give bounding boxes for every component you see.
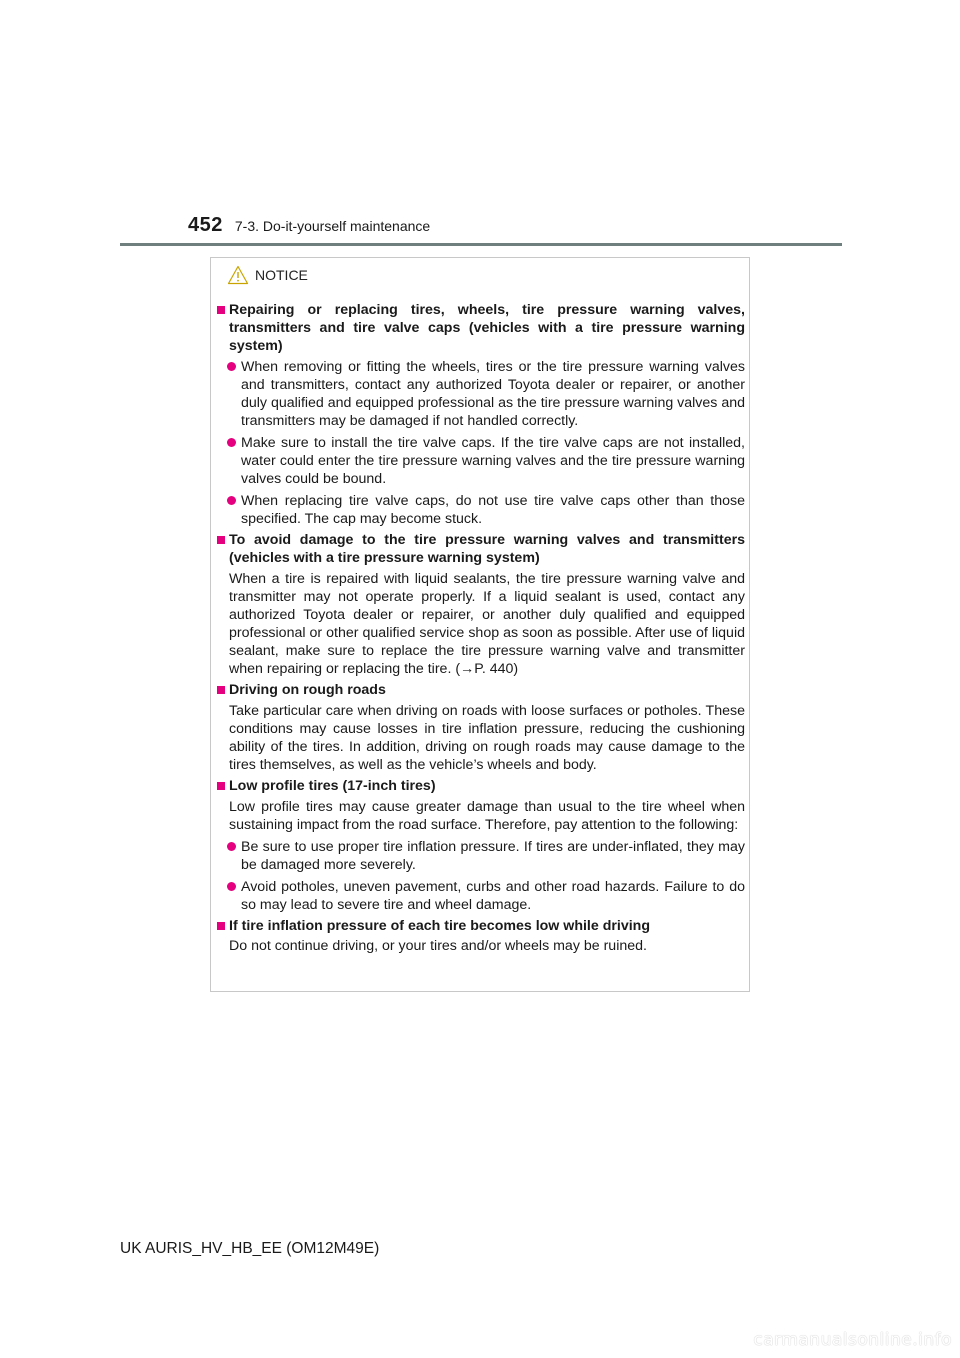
notice-header (227, 265, 308, 285)
round-bullet-icon (227, 882, 236, 891)
bullet-text: Avoid potholes, uneven pavement, curbs and other road hazards. Failure to do so may lead to severe tire and wheel damage. (241, 878, 745, 913)
bullet-text: Make sure to install the tire valve caps. If the tire valve caps are not installed, water could enter the tire pressure warning valves and the tire pressure warning valves could be bound. (241, 435, 745, 488)
item-text: Low profile tires may cause greater damage than usual to the tire wheel when sustaining impact from the road surface. Therefore, pay attention to the following: (229, 798, 745, 833)
square-bullet-icon (217, 536, 225, 544)
bullet-list (229, 838, 745, 914)
page-header (188, 214, 430, 240)
bullet-list (229, 358, 745, 528)
round-bullet-icon (227, 842, 236, 851)
square-bullet-icon (217, 922, 225, 930)
notice-label: NOTICE (255, 267, 308, 283)
notice-item-rough-roads (217, 682, 745, 774)
item-text: Do not continue driving, or your tires and/or wheels may be ruined. (229, 938, 647, 955)
item-text (229, 570, 745, 678)
watermark: carmanualsonline.info (753, 1330, 952, 1350)
round-bullet-icon (227, 496, 236, 505)
item-title: If tire inflation pressure of each tire becomes low while driving (229, 917, 650, 934)
bullet-text: When replacing tire valve caps, do not use tire valve caps other than those specified. The cap may become stuck. (241, 493, 745, 528)
round-bullet-icon (227, 438, 236, 447)
item-text: Take particular care when driving on roads with loose surfaces or potholes. These conditions may cause losses in tire inflation pressure, reducing the cushioning ability of the tires. In addition, driving on rough roads may cause damage to the tires themselves, as well as the vehicle’s wheels and body. (229, 702, 745, 773)
list-item (229, 492, 745, 528)
item-title: To avoid damage to the tire pressure warning valves and transmitters (vehicles with a tire pressure warning system) (229, 532, 745, 567)
warning-triangle-icon (227, 265, 249, 285)
section-title: 7-3. Do-it-yourself maintenance (234, 218, 431, 234)
page-number: 452 (188, 214, 223, 236)
square-bullet-icon (217, 306, 225, 314)
square-bullet-icon (217, 686, 225, 694)
bullet-text: When removing or fitting the wheels, tires or the tire pressure warning valves and transmitters, contact any authorized Toyota dealer or repairer, or another duly qualified and equipped professional as the tire pressure warning valves and transmitters may be damaged if not handled correctly. (241, 359, 745, 430)
square-bullet-icon (217, 782, 225, 790)
notice-body (217, 302, 745, 959)
notice-item-low-profile-tires (217, 778, 745, 914)
list-item (229, 358, 745, 430)
list-item (229, 838, 745, 874)
notice-item-avoid-damage (217, 532, 745, 678)
item-title: Driving on rough roads (229, 681, 386, 698)
item-title: Low profile tires (17-inch tires) (229, 777, 436, 794)
list-item (229, 434, 745, 488)
bullet-text: Be sure to use proper tire inflation pressure. If tires are under-inflated, they may be damaged more severely. (241, 838, 745, 873)
header-rule (120, 243, 842, 246)
item-title: Repairing or replacing tires, wheels, tire pressure warning valves, transmitters and tire valve caps (vehicles with a tire pressure warning system) (229, 302, 745, 354)
item-text-content: When a tire is repaired with liquid sealants, the tire pressure warning valve and transmitter may not operate properly. If a liquid sealant is used, contact any authorized Toyota dealer or repairer, or another duly qualified and equipped professional or other qualified service shop as soon as possible. After use of liquid sealant, make sure to replace the tire pressure warning valve and transmitter when repairing or replacing the tire. (→P. 440) (229, 570, 745, 677)
notice-box (210, 257, 750, 992)
notice-item-low-pressure (217, 918, 745, 956)
model-code: UK AURIS_HV_HB_EE (OM12M49E) (120, 1240, 380, 1257)
notice-item-repairing-tires (217, 302, 745, 528)
list-item (229, 878, 745, 914)
round-bullet-icon (227, 362, 236, 371)
